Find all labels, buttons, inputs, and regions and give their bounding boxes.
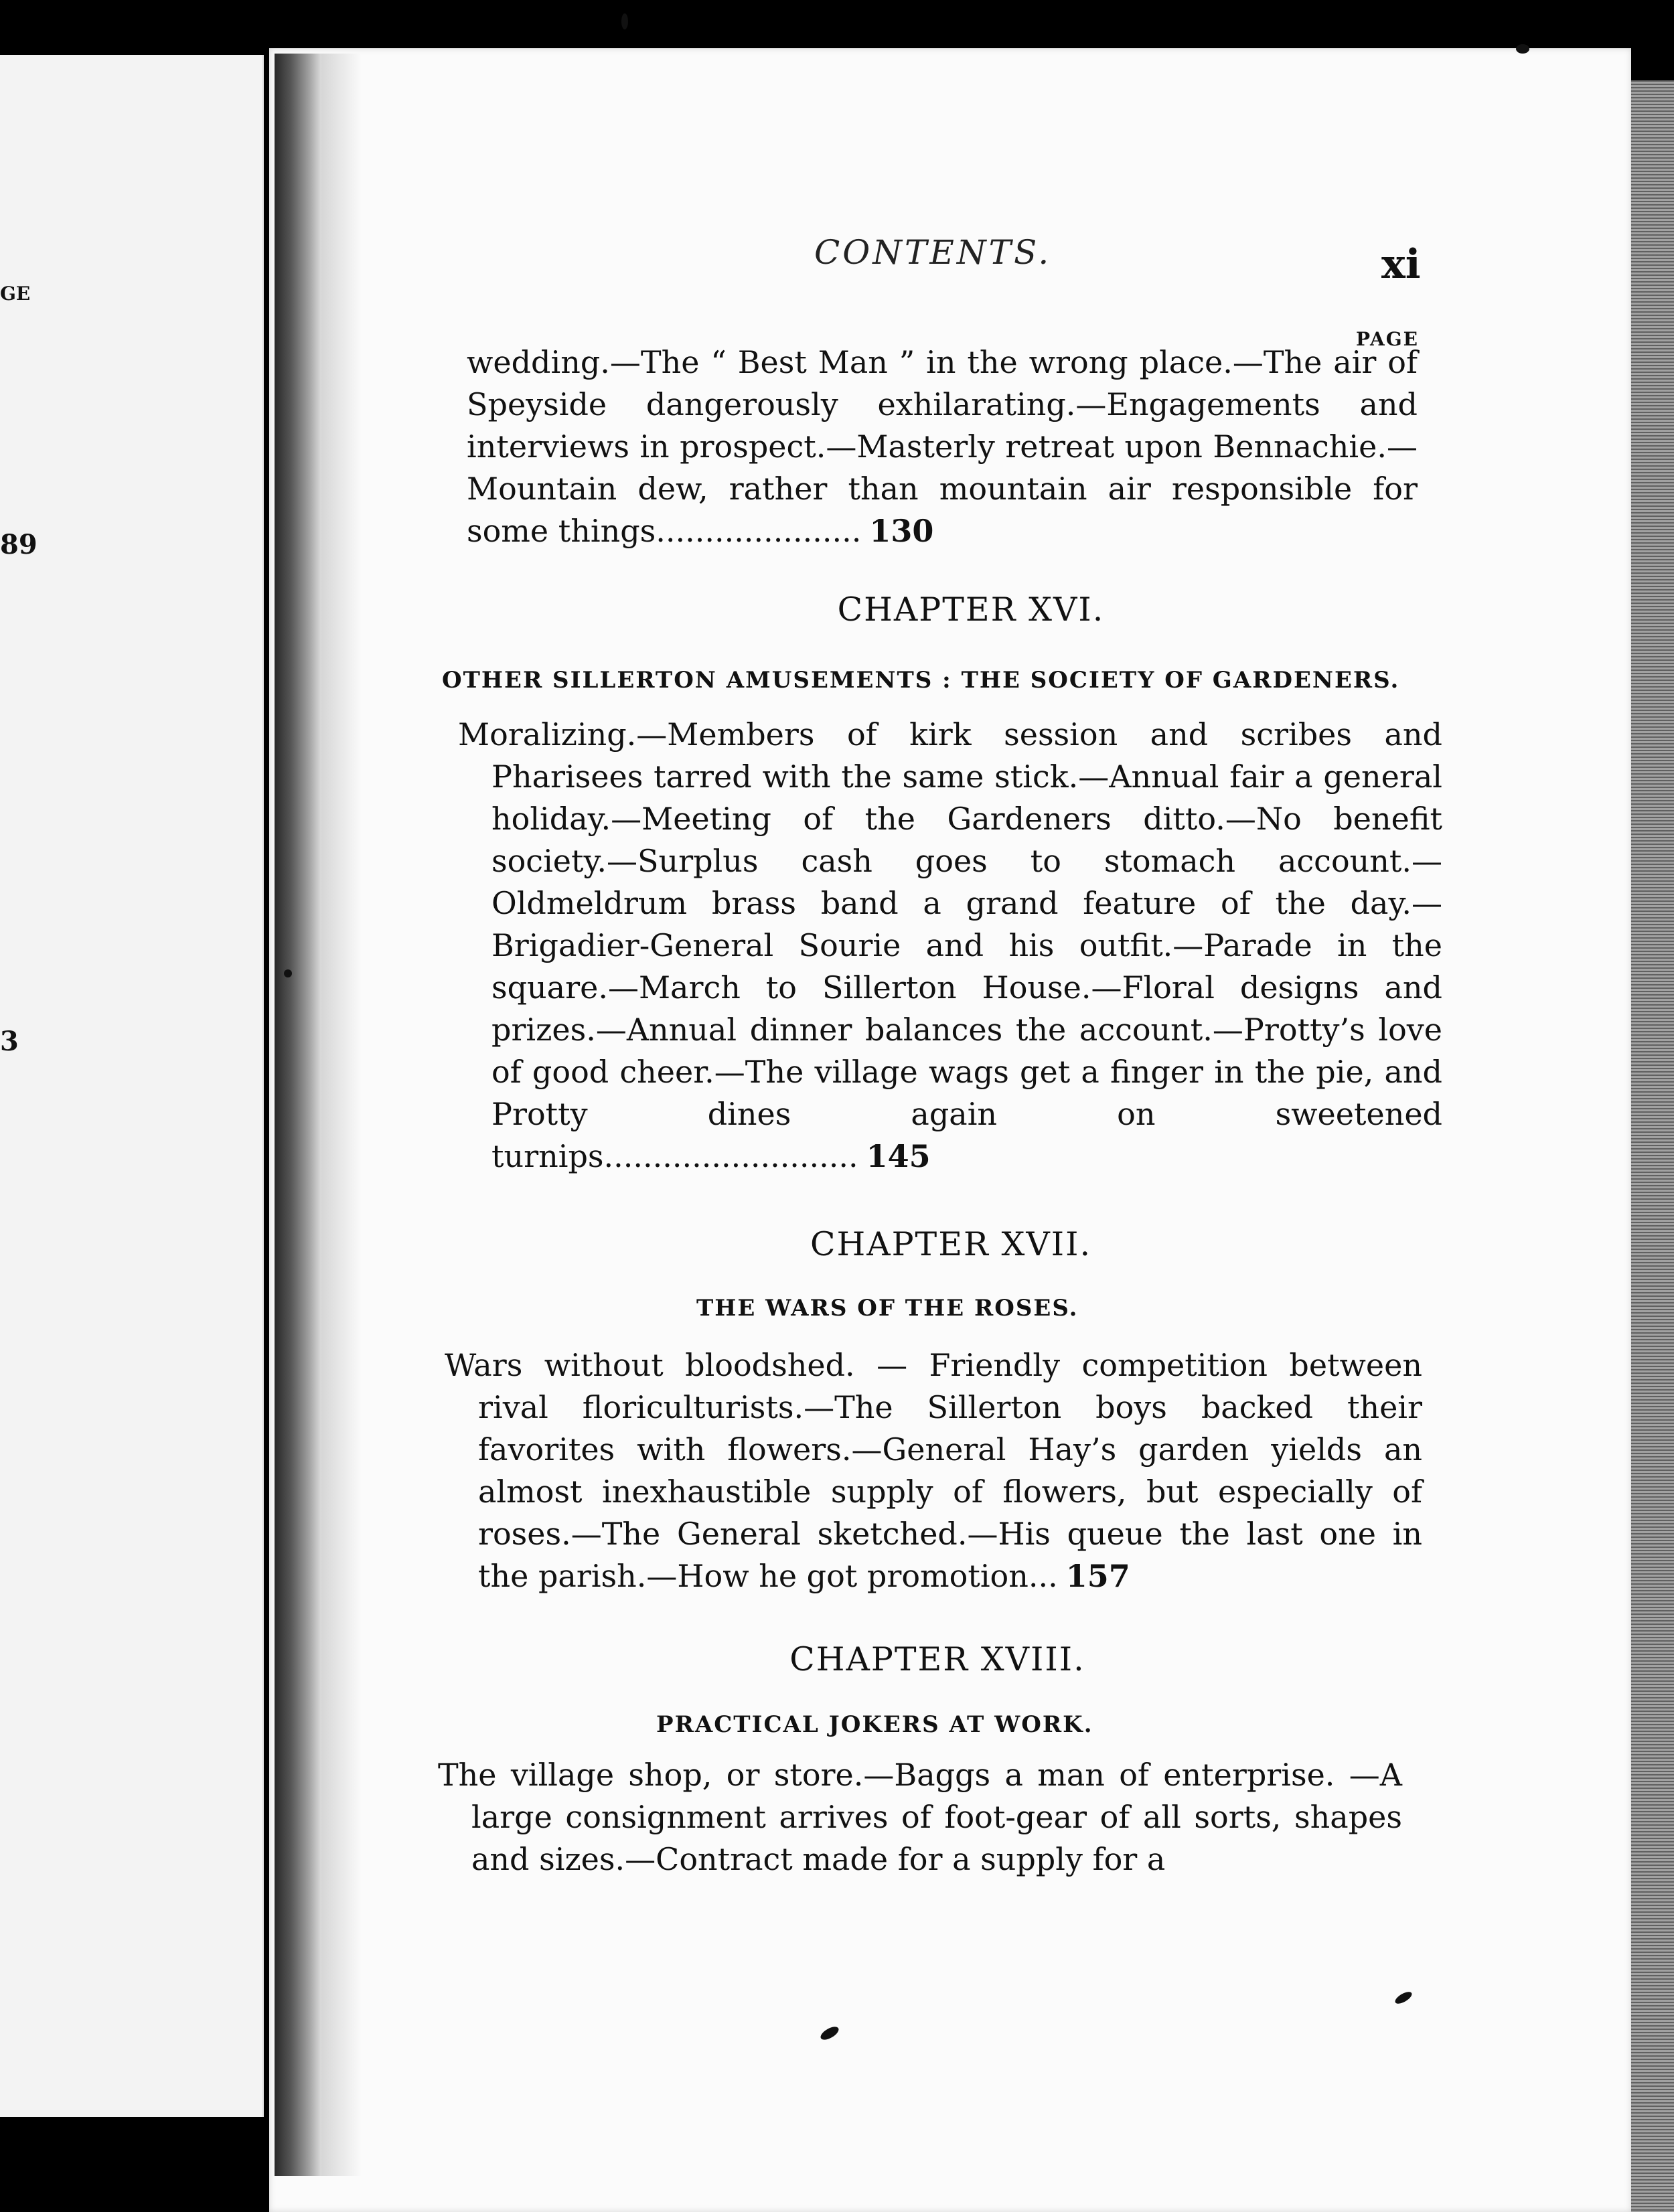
book-spine-shadow — [275, 54, 321, 2176]
chapter-heading: CHAPTER XVIII. — [789, 1640, 1085, 1678]
left-page — [0, 55, 264, 2117]
spine-gradient — [321, 54, 362, 2176]
entry-text: The village shop, or store.—Baggs a man of enterprise. —A large consignment arrives of foot-gear of all sorts, shapes and sizes.—Contract made for a supply for a — [438, 1757, 1402, 1877]
left-page-fragment: 3 — [0, 1026, 19, 1057]
entry-page-number: 130 — [869, 513, 934, 549]
entry-text: Moralizing.—Members of kirk session and scribes and Pharisees tarred with the same stick.—Annual fair a general holiday.—Meeting of the Gardeners ditto.—No benefit society.—Surplus cash goes to stomach account.—Oldmeldrum brass band a grand feature of the day.—Brigadier-General Sourie and his outfit.—Parade in the square.—March to Sillerton House.—Floral designs and prizes.—Annual dinner balances the account.—Protty’s love of good cheer.—The village wags get a finger in the pie, and Protty dines again on sweetened turnips.......................... — [458, 716, 1442, 1174]
toc-entry — [438, 1754, 1402, 1881]
ink-speck — [621, 13, 628, 29]
entry-text: Wars without bloodshed. — Friendly competition between rival floriculturists.—The Sillerton boys backed their favorites with flowers.—General Hay’s garden yields an almost inexhaustible supply of flowers, but especially of roses.—The General sketched.—His queue the last one in the parish.—How he got promotion... — [445, 1347, 1422, 1594]
chapter-subtitle: PRACTICAL JOKERS AT WORK. — [656, 1711, 1093, 1738]
page-number: xi — [1381, 241, 1421, 288]
chapter-heading: CHAPTER XVI. — [837, 590, 1105, 629]
page-column-label: PAGE — [1356, 328, 1419, 350]
ink-speck — [1516, 44, 1529, 54]
page-edge — [1631, 80, 1674, 2212]
entry-text: wedding.—The “ Best Man ” in the wrong place.—The air of Speyside dangerously exhilarating.—Engagements and interviews in prospect.—Masterly retreat upon Bennachie.—Mountain dew, rather than mountain air responsible for some things..................... — [467, 344, 1418, 549]
left-page-fragment: 89 — [0, 529, 37, 560]
toc-entry — [458, 714, 1442, 1178]
toc-entry — [467, 341, 1418, 552]
toc-entry — [445, 1344, 1422, 1597]
entry-page-number: 157 — [1065, 1558, 1130, 1594]
chapter-subtitle: OTHER SILLERTON AMUSEMENTS : THE SOCIETY OF GARDENERS. — [442, 667, 1400, 694]
left-page-fragment: GE — [0, 283, 31, 305]
running-header-title: CONTENTS. — [814, 233, 1052, 272]
chapter-heading: CHAPTER XVII. — [810, 1225, 1092, 1263]
ink-speck — [284, 969, 292, 977]
chapter-subtitle: THE WARS OF THE ROSES. — [696, 1295, 1079, 1322]
entry-page-number: 145 — [866, 1138, 931, 1174]
